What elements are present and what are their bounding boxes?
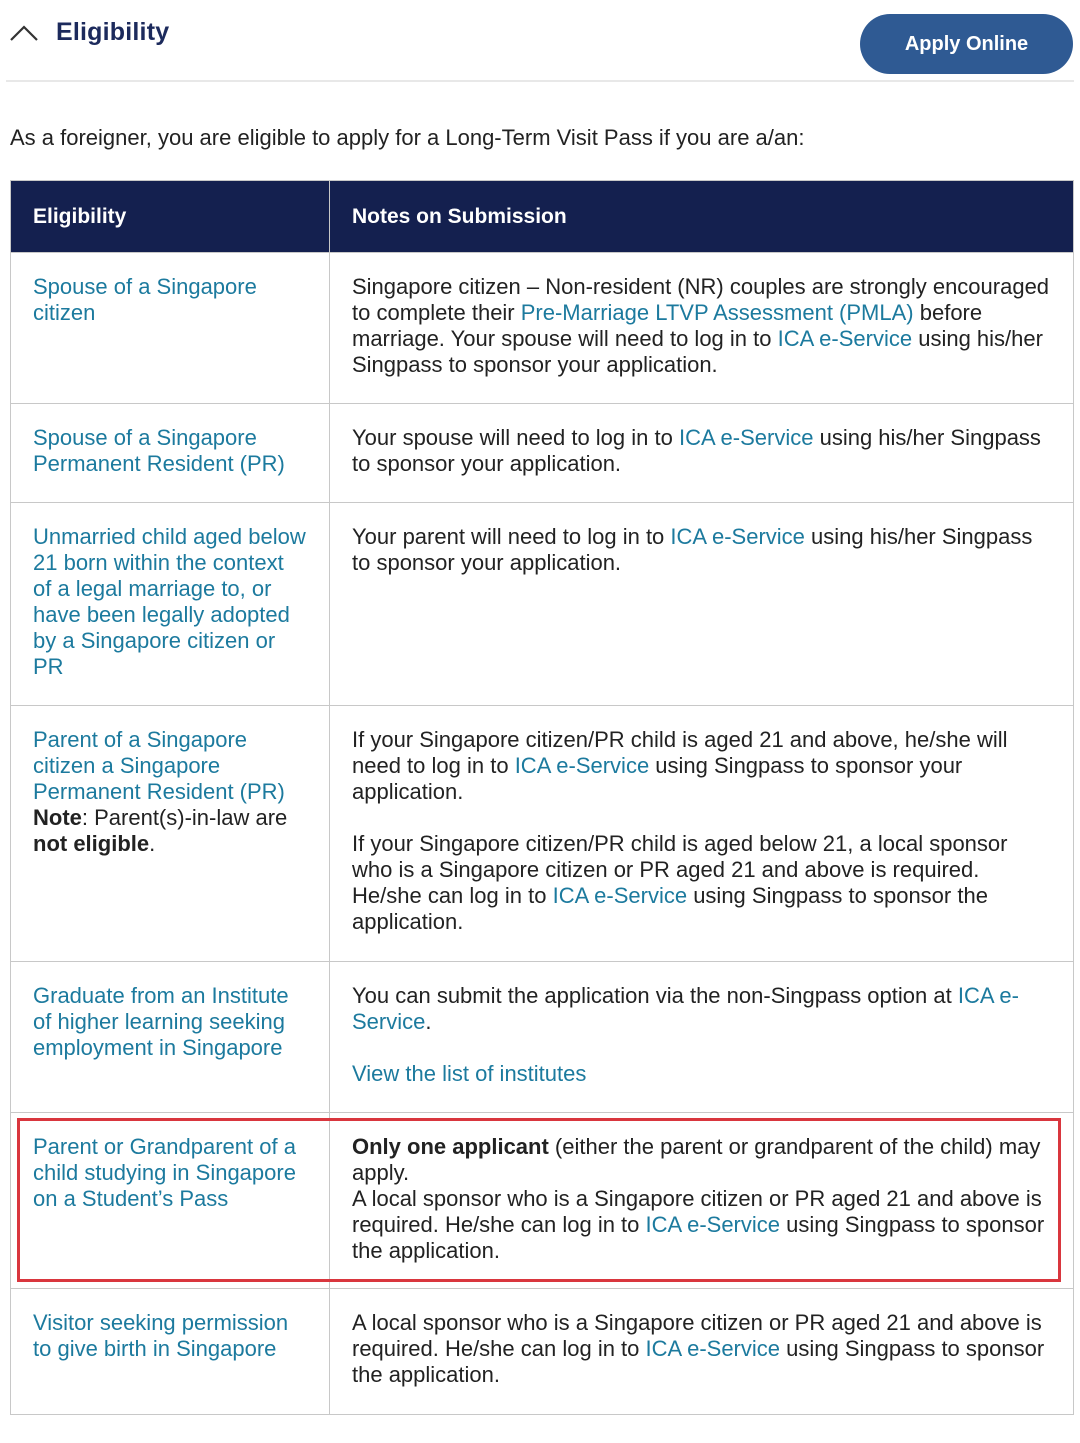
note-text: before marriage. Your spouse will need to log in to	[352, 300, 983, 351]
table-row	[11, 962, 1074, 1113]
ica-eservice-link[interactable]: ICA e-Service	[777, 326, 913, 351]
note-text: using Singpass to sponsor your application.	[352, 753, 963, 804]
note-text: Your parent will need to log in to	[352, 524, 671, 549]
section-title: Eligibility	[56, 18, 170, 46]
table-row	[11, 503, 1074, 706]
note-text: using Singpass to sponsor the application.	[352, 1212, 1045, 1263]
column-header-eligibility: Eligibility	[11, 181, 330, 253]
note-text: .	[149, 831, 156, 856]
institutes-list-link[interactable]: View the list of institutes	[352, 1061, 587, 1086]
ica-eservice-link[interactable]: ICA e-Service	[645, 1336, 781, 1361]
eligibility-table	[10, 180, 1073, 1415]
column-header-notes: Notes on Submission	[330, 181, 1074, 253]
not-eligible-text: not eligible	[33, 831, 150, 856]
eligibility-link-parent-grandparent[interactable]: Parent or Grandparent of a child studying in Singapore on a Student’s Pass	[33, 1134, 296, 1211]
note-text: .	[425, 1009, 432, 1034]
note-text: Singapore citizen – Non-resident (NR) couples are strongly encouraged to complete their	[352, 274, 1050, 325]
eligibility-link-graduate[interactable]: Graduate from an Institute of higher learning seeking employment in Singapore	[33, 983, 289, 1060]
ica-eservice-link[interactable]: ICA e-Service	[645, 1212, 781, 1237]
note-text: Your spouse will need to log in to	[352, 425, 679, 450]
accordion-header[interactable]	[0, 0, 1080, 82]
only-one-applicant-text: Only one applicant	[352, 1134, 549, 1159]
note-paragraph	[352, 727, 1051, 805]
note-text: : Parent(s)-in-law are	[81, 805, 288, 830]
table-row	[11, 706, 1074, 962]
note-text: You can submit the application via the non-Singpass option at	[352, 983, 958, 1008]
chevron-up-icon[interactable]	[8, 20, 40, 44]
table-row	[11, 1113, 1074, 1289]
ica-eservice-link[interactable]: ICA e-Service	[670, 524, 805, 549]
note-text: using his/her Singpass to sponsor your application.	[352, 524, 1033, 575]
note-text: If your Singapore citizen/PR child is aged below 21, a local sponsor who is a Singapore citizen or PR aged 21 and above is required. He/she can log in to	[352, 831, 1008, 908]
note-text: (either the parent or grandparent of the child) may apply.	[352, 1134, 1041, 1185]
eligibility-link-spouse-citizen[interactable]: Spouse of a Singapore citizen	[33, 274, 257, 325]
note-text: using his/her Singpass to sponsor your application.	[352, 425, 1041, 476]
ica-eservice-link[interactable]: ICA e-Service	[552, 883, 688, 908]
table-row	[11, 404, 1074, 503]
note-text: using Singpass to sponsor the application.	[352, 883, 988, 934]
pmla-link[interactable]: Pre-Marriage LTVP Assessment (PMLA)	[520, 300, 914, 325]
table-row	[11, 253, 1074, 404]
table-header-row	[11, 181, 1074, 253]
note-text: using his/her Singpass to sponsor your application.	[352, 326, 1043, 377]
note-text: A local sponsor who is a Singapore citizen or PR aged 21 and above is required. He/she can log in to	[352, 1310, 1042, 1361]
eligibility-link-parent[interactable]: Parent of a Singapore citizen a Singapore Permanent Resident (PR)	[33, 727, 285, 804]
eligibility-link-spouse-pr[interactable]: Spouse of a Singapore Permanent Resident (PR)	[33, 425, 285, 476]
intro-text: As a foreigner, you are eligible to apply for a Long-Term Visit Pass if you are a/an:	[10, 125, 805, 150]
ica-eservice-link[interactable]: ICA e-Service	[678, 425, 814, 450]
note-text: using Singpass to sponsor the application.	[352, 1336, 1045, 1387]
ica-eservice-link[interactable]: ICA e-Service	[352, 983, 1019, 1034]
note-label: Note	[33, 805, 82, 830]
note-text: If your Singapore citizen/PR child is aged 21 and above, he/she will need to log in to	[352, 727, 1008, 778]
table-row	[11, 1289, 1074, 1415]
note-paragraph	[352, 831, 1051, 935]
eligibility-link-visitor-birth[interactable]: Visitor seeking permission to give birth in Singapore	[33, 1310, 289, 1361]
note-text: A local sponsor who is a Singapore citizen or PR aged 21 and above is required. He/she can log in to	[352, 1186, 1042, 1237]
apply-online-button[interactable]: Apply Online	[860, 14, 1073, 74]
header-divider	[6, 80, 1074, 82]
ica-eservice-link[interactable]: ICA e-Service	[514, 753, 650, 778]
eligibility-link-unmarried-child[interactable]: Unmarried child aged below 21 born within the context of a legal marriage to, or have been legally adopted by a Singapore citizen or PR	[33, 524, 306, 679]
